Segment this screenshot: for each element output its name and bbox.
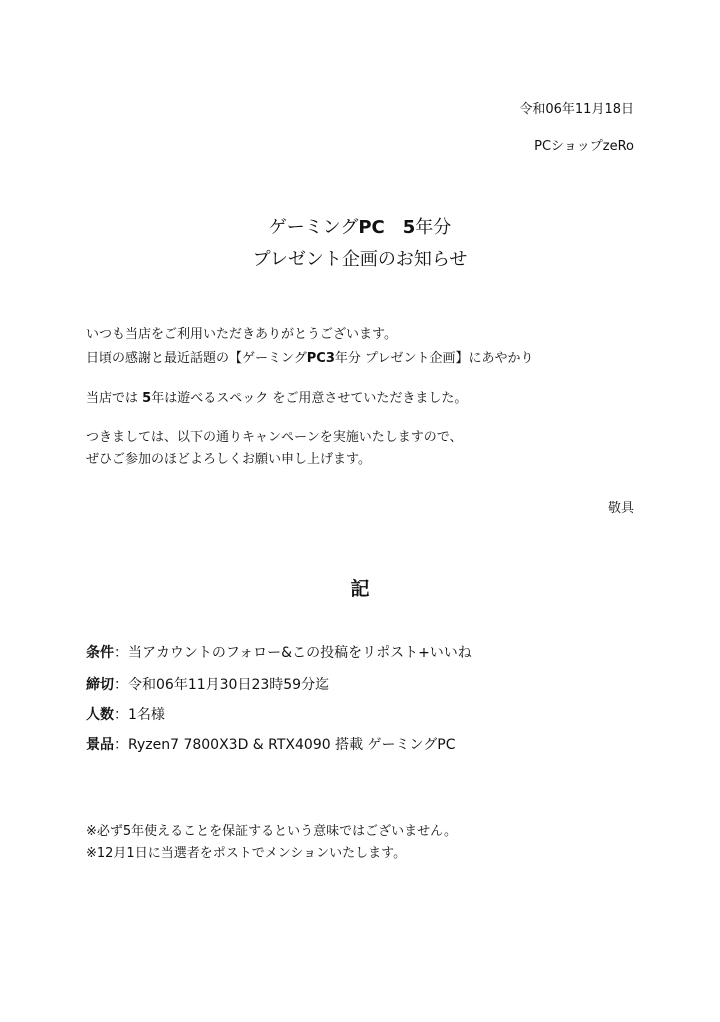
winners-value: ：1名様 (114, 707, 165, 723)
body-line-2 (86, 347, 534, 366)
body-line-3 (86, 387, 467, 406)
title-line-2: プレゼント企画のお知らせ (252, 249, 468, 270)
note-announcement: ※12月1日に当選者をポストでメンションいたします。 (86, 846, 407, 861)
body-line-2-prefix: 日頃の感謝と最近話題の【ゲーミング (86, 351, 307, 366)
document-date: 令和06年11月18日 (519, 102, 634, 117)
ki-heading: 記 (350, 578, 370, 600)
body-line-5: ぜひご参加のほどよろしくお願い申し上げます。 (86, 452, 371, 467)
winners-label: 人数 (86, 707, 114, 723)
body-line-3-prefix: 当店では (86, 391, 143, 406)
condition-label: 条件 (86, 645, 114, 661)
body-line-2-suffix: 年分 プレゼント企画】にあやかり (334, 351, 534, 366)
body-line-3-suffix: 年は遊べるスペック をご用意させていただきました。 (151, 391, 468, 406)
winners-item (86, 704, 165, 724)
sender-name: PCショップzeRo (534, 139, 634, 154)
title-line-1-prefix: ゲーミング (268, 217, 359, 238)
closing-phrase: 敬具 (607, 501, 634, 516)
prize-value: ：Ryzen7 7800X3D & RTX4090 搭載 ゲーミングPC (114, 737, 456, 753)
body-line-3-bold: 5 (142, 391, 152, 406)
title-line-1-bold: PC 5 (358, 217, 416, 238)
title-line-1-suffix: 年分 (415, 217, 452, 238)
body-line-4: つきましては、以下の通りキャンペーンを実施いたしますので、 (86, 430, 463, 445)
body-line-1: いつも当店をご利用いただきありがとうございます。 (86, 327, 397, 342)
deadline-label: 締切 (86, 677, 114, 693)
body-line-2-bold: PC3 (306, 351, 335, 366)
condition-value: ：当アカウントのフォロー&この投稿をリポスト+いいね (114, 645, 472, 661)
note-guarantee: ※必ず5年使えることを保証するという意味ではございません。 (86, 824, 457, 839)
prize-item (86, 734, 455, 754)
condition-item (86, 642, 472, 662)
deadline-value: ：令和06年11月30日23時59分迄 (114, 677, 330, 693)
prize-label: 景品 (86, 737, 114, 753)
deadline-item (86, 674, 329, 694)
title-line-1 (0, 213, 720, 239)
